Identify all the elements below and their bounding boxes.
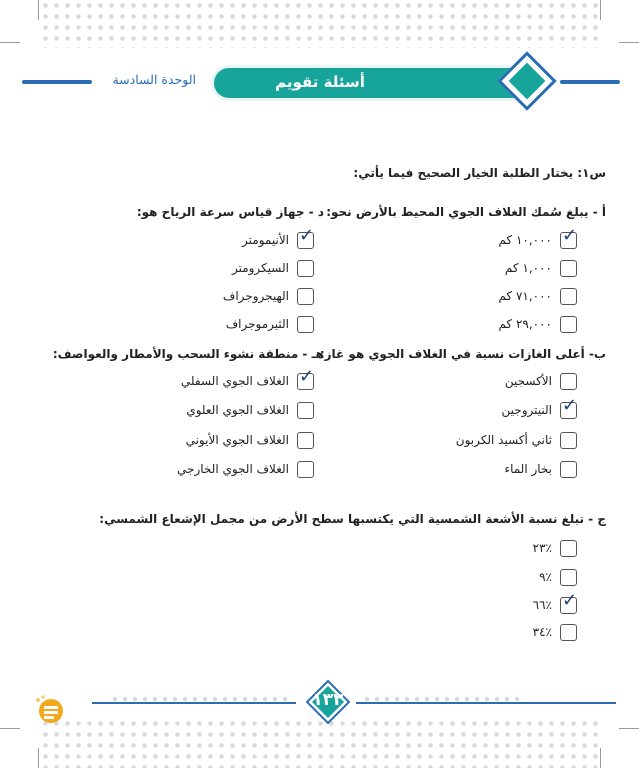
checkbox[interactable] (297, 260, 314, 277)
option[interactable] (505, 371, 577, 391)
crop-mark (0, 42, 20, 43)
check-icon: ✓ (562, 394, 578, 416)
option[interactable] (501, 394, 578, 420)
option[interactable] (504, 459, 577, 479)
option[interactable] (177, 459, 314, 479)
part-heading: ب- أعلى الغازات نسبة في الغلاف الجوي هو غاز: (319, 347, 606, 361)
option-label: ٧١,٠٠٠ كم (498, 289, 552, 303)
crop-mark (619, 42, 639, 43)
option[interactable] (498, 286, 577, 306)
checkbox[interactable] (560, 394, 578, 419)
checkbox[interactable] (297, 365, 315, 390)
option-label: السيكرومتر (231, 261, 289, 275)
option-label: بخار الماء (504, 462, 552, 476)
option[interactable] (456, 430, 577, 450)
question-prompt: س١: يختار الطلبة الخيار الصحيح فيما يأتي: (353, 166, 606, 180)
checkbox[interactable] (560, 624, 577, 641)
option-label: الغلاف الجوي العلوي (186, 403, 289, 417)
publisher-logo-icon (32, 694, 66, 724)
footer-rule-left (92, 702, 296, 704)
checkbox[interactable] (560, 589, 578, 614)
header-rule-right (560, 80, 620, 84)
option-label: الغلاف الجوي الأيوني (185, 433, 289, 447)
checkbox[interactable] (560, 288, 577, 305)
option-label: ١,٠٠٠ كم (504, 261, 552, 275)
option-label: ٪٢٣ (532, 541, 552, 555)
option-label: الأكسجين (504, 374, 552, 388)
option[interactable] (498, 224, 578, 250)
checkbox[interactable] (297, 288, 314, 305)
option-label: الغلاف الجوي الخارجي (177, 462, 289, 476)
checkbox[interactable] (297, 316, 314, 333)
unit-label: الوحدة السادسة (112, 72, 196, 87)
checkbox[interactable] (297, 432, 314, 449)
option[interactable] (539, 567, 577, 587)
option[interactable] (532, 589, 578, 615)
checkbox[interactable] (560, 224, 578, 249)
option-label: ٪٩ (539, 570, 552, 584)
option-label: ٢٩,٠٠٠ كم (498, 317, 552, 331)
check-icon: ✓ (562, 589, 578, 611)
option-label: الأنيمومتر (242, 233, 289, 247)
crop-mark (619, 728, 639, 729)
crop-mark (600, 748, 601, 768)
check-icon: ✓ (562, 224, 578, 246)
option[interactable] (180, 365, 315, 391)
option-label: الهيجروجراف (222, 289, 289, 303)
option[interactable] (498, 314, 577, 334)
checkbox[interactable] (560, 569, 577, 586)
checkbox[interactable] (560, 540, 577, 557)
checkbox[interactable] (297, 461, 314, 478)
crop-mark (38, 0, 39, 20)
checkbox[interactable] (297, 224, 315, 249)
option-label: ٪٣٤ (532, 625, 552, 639)
part-heading: أ - يبلغ سُمك الغلاف الجوي المحيط بالأرض نحو: (326, 205, 606, 219)
option[interactable] (505, 258, 577, 278)
option[interactable] (533, 538, 577, 558)
header-rule-left (22, 80, 92, 84)
part-heading: هـ - منطقة نشوء السحب والأمطار والعواصف: (52, 347, 324, 361)
option-label: ٪٦٦ (532, 598, 552, 612)
option[interactable] (223, 286, 314, 306)
option[interactable] (232, 258, 314, 278)
option-label: النيتروجين (501, 403, 552, 417)
crop-mark (600, 0, 601, 20)
checkbox[interactable] (560, 316, 577, 333)
part-heading: ج - تبلغ نسبة الأشعة الشمسية التي يكتسبها سطح الأرض من مجمل الإشعاع الشمسي: (99, 512, 606, 526)
checkbox[interactable] (560, 432, 577, 449)
crop-mark (38, 748, 39, 768)
checkbox[interactable] (297, 402, 314, 419)
option-label: الثيرموجراف (225, 317, 289, 331)
checkbox[interactable] (560, 373, 577, 390)
checkbox[interactable] (560, 461, 577, 478)
checkbox[interactable] (560, 260, 577, 277)
bottom-dot-pattern (40, 718, 599, 768)
page-number: ١٣٢ (312, 690, 344, 710)
check-icon: ✓ (299, 365, 315, 387)
top-dot-pattern (40, 0, 599, 48)
page-title: أسئلة تقويم (275, 73, 365, 91)
crop-mark (0, 728, 20, 729)
check-icon: ✓ (299, 224, 315, 246)
option[interactable] (186, 400, 314, 420)
option-label: الغلاف الجوي السفلي (180, 374, 289, 388)
part-heading: د - جهاز قياس سرعة الرياح هو: (136, 205, 324, 219)
option[interactable] (533, 622, 577, 642)
option-label: ثاني أكسيد الكربون (455, 433, 552, 447)
footer-rule-right (356, 702, 616, 704)
option-label: ١٠,٠٠٠ كم (498, 233, 552, 247)
option[interactable] (226, 314, 314, 334)
option[interactable] (186, 430, 314, 450)
option[interactable] (242, 224, 315, 250)
